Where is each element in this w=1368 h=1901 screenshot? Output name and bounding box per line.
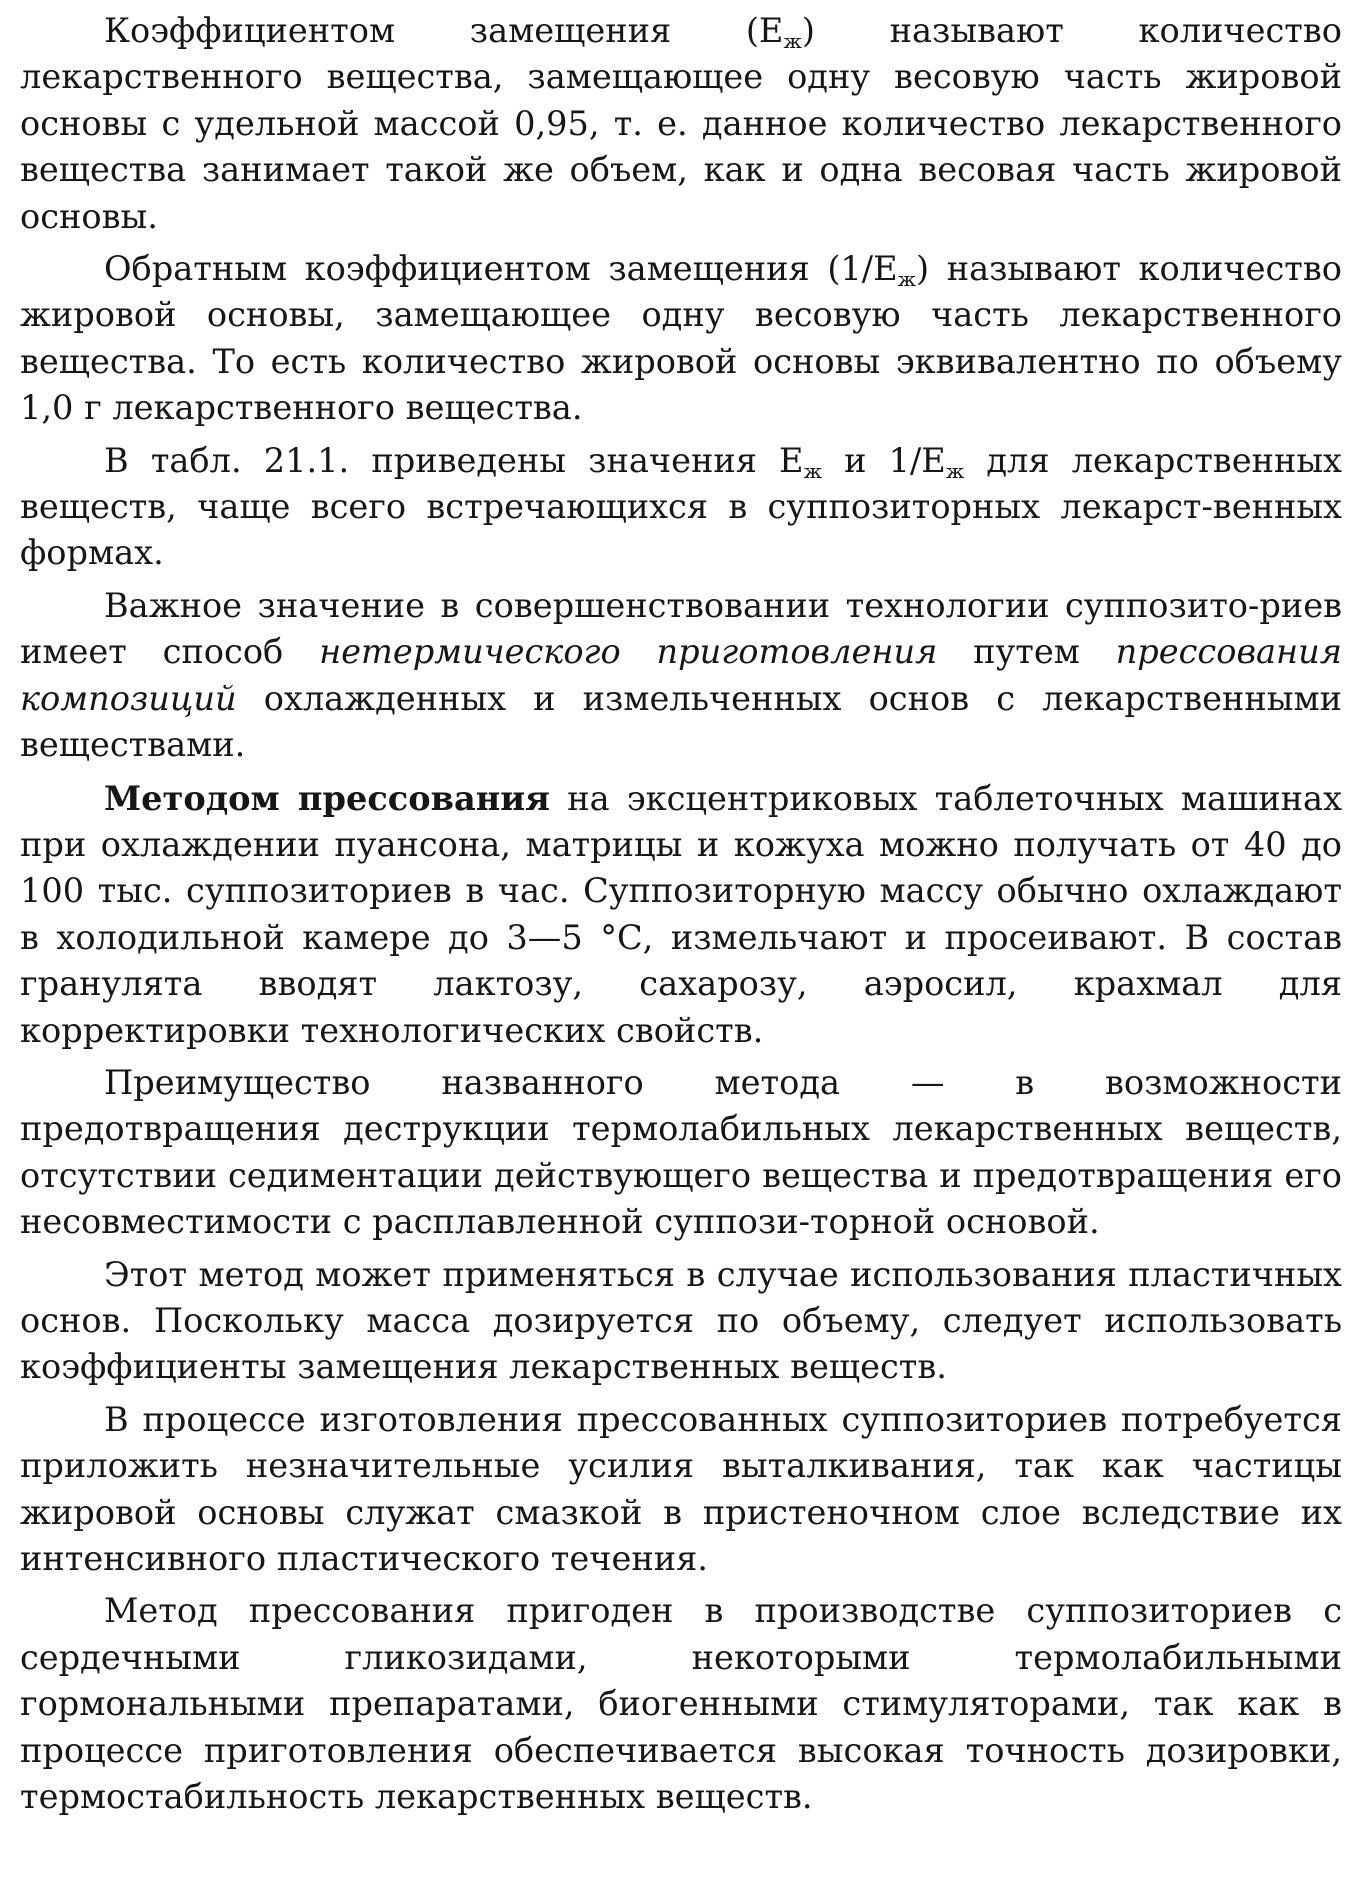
text-span: В процессе изготовления прессованных суппозиториев потребуется приложить незначительные усилия выталкивания, так как частицы жировой основы служат смазкой в пристеночном слое вследствие их интенсивного пластического течения.: [20, 1399, 1342, 1578]
subscript: ж: [803, 458, 822, 483]
text-span: Коэффициентом замещения (Е: [104, 11, 784, 50]
paragraph-inverse-coefficient: [20, 246, 1342, 432]
paragraph-non-thermal-preparation: [20, 583, 1342, 769]
text-span: Преимущество названного метода — в возможности предотвращения деструкции термолабильных лекарственных веществ, отсутствии седиментации действующего вещества и предотвращения его несовместимости с расплавленной суппози-торной основой.: [20, 1062, 1342, 1242]
text-span: В табл. 21.1. приведены значения Е: [104, 440, 804, 480]
bold-term: Методом прессования: [104, 777, 550, 818]
subscript: ж: [945, 458, 965, 483]
text-span: для лекарственных веществ, чаще всего встречающихся в суппозиторных лекарст-венных формах.: [20, 440, 1342, 573]
italic-term: нетермического приготовления: [319, 632, 938, 672]
paragraph-method-applicability: [20, 1588, 1342, 1820]
text-span: путем: [937, 632, 1116, 672]
paragraph-method-advantage: [20, 1060, 1342, 1246]
paragraph-plastic-bases: [20, 1252, 1342, 1391]
subscript: ж: [783, 29, 802, 53]
italic-term: прессования композиций: [20, 632, 1342, 718]
paragraph-ejection-forces: [20, 1397, 1342, 1583]
text-span: ) называют количество жировой основы, замещающее одну весовую часть лекарственного вещества. То есть количество жировой основы эквивалентно по объему 1,0 г лекарственного вещества.: [20, 249, 1342, 428]
text-span: Важное значение в совершенствовании технологии суппозито-риев имеет способ: [20, 585, 1342, 672]
text-span: Обратным коэффициентом замещения (1/Е: [104, 249, 898, 289]
document-page: [20, 8, 1342, 1888]
paragraph-substitution-coefficient: [20, 8, 1342, 240]
text-span: и 1/Е: [821, 440, 946, 480]
text-span: Этот метод может применяться в случае использования пластичных основ. Поскольку масса дозируется по объему, следует использовать коэффициенты замещения лекарственных веществ.: [20, 1254, 1342, 1387]
text-span: ) называют количество лекарственного вещества, замещающее одну весовую часть жировой основы с удельной массой 0,95, т. е. данное количество лекарственного вещества занимает такой же объем, как и одна весовая часть жировой основы.: [20, 11, 1343, 236]
text-span: Метод прессования пригоден в производстве суппозиториев с сердечными гликозидами, некоторыми термолабильными гормональными препаратами, биогенными стимуляторами, так как в процессе приготовления обеспечивается высокая точность дозировки, термостабильность лекарственных веществ.: [20, 1591, 1342, 1817]
paragraph-pressing-method: [20, 775, 1342, 1054]
paragraph-table-reference: [20, 438, 1342, 577]
text-span: охлажденных и измельченных основ с лекарственными веществами.: [20, 678, 1342, 765]
text-span: на эксцентриковых таблеточных машинах при охлаждении пуансона, матрицы и кожуха можно получать от 40 до 100 тыс. суппозиториев в час. Суппозиторную массу обычно охлаждают в холодильной камере до 3—5 °С, измельчают и просеивают. В состав гранулята вводят лактозу, сахарозу, аэросил, крахмал для корректировки технологических свойств.: [20, 778, 1343, 1050]
subscript: ж: [897, 267, 917, 292]
